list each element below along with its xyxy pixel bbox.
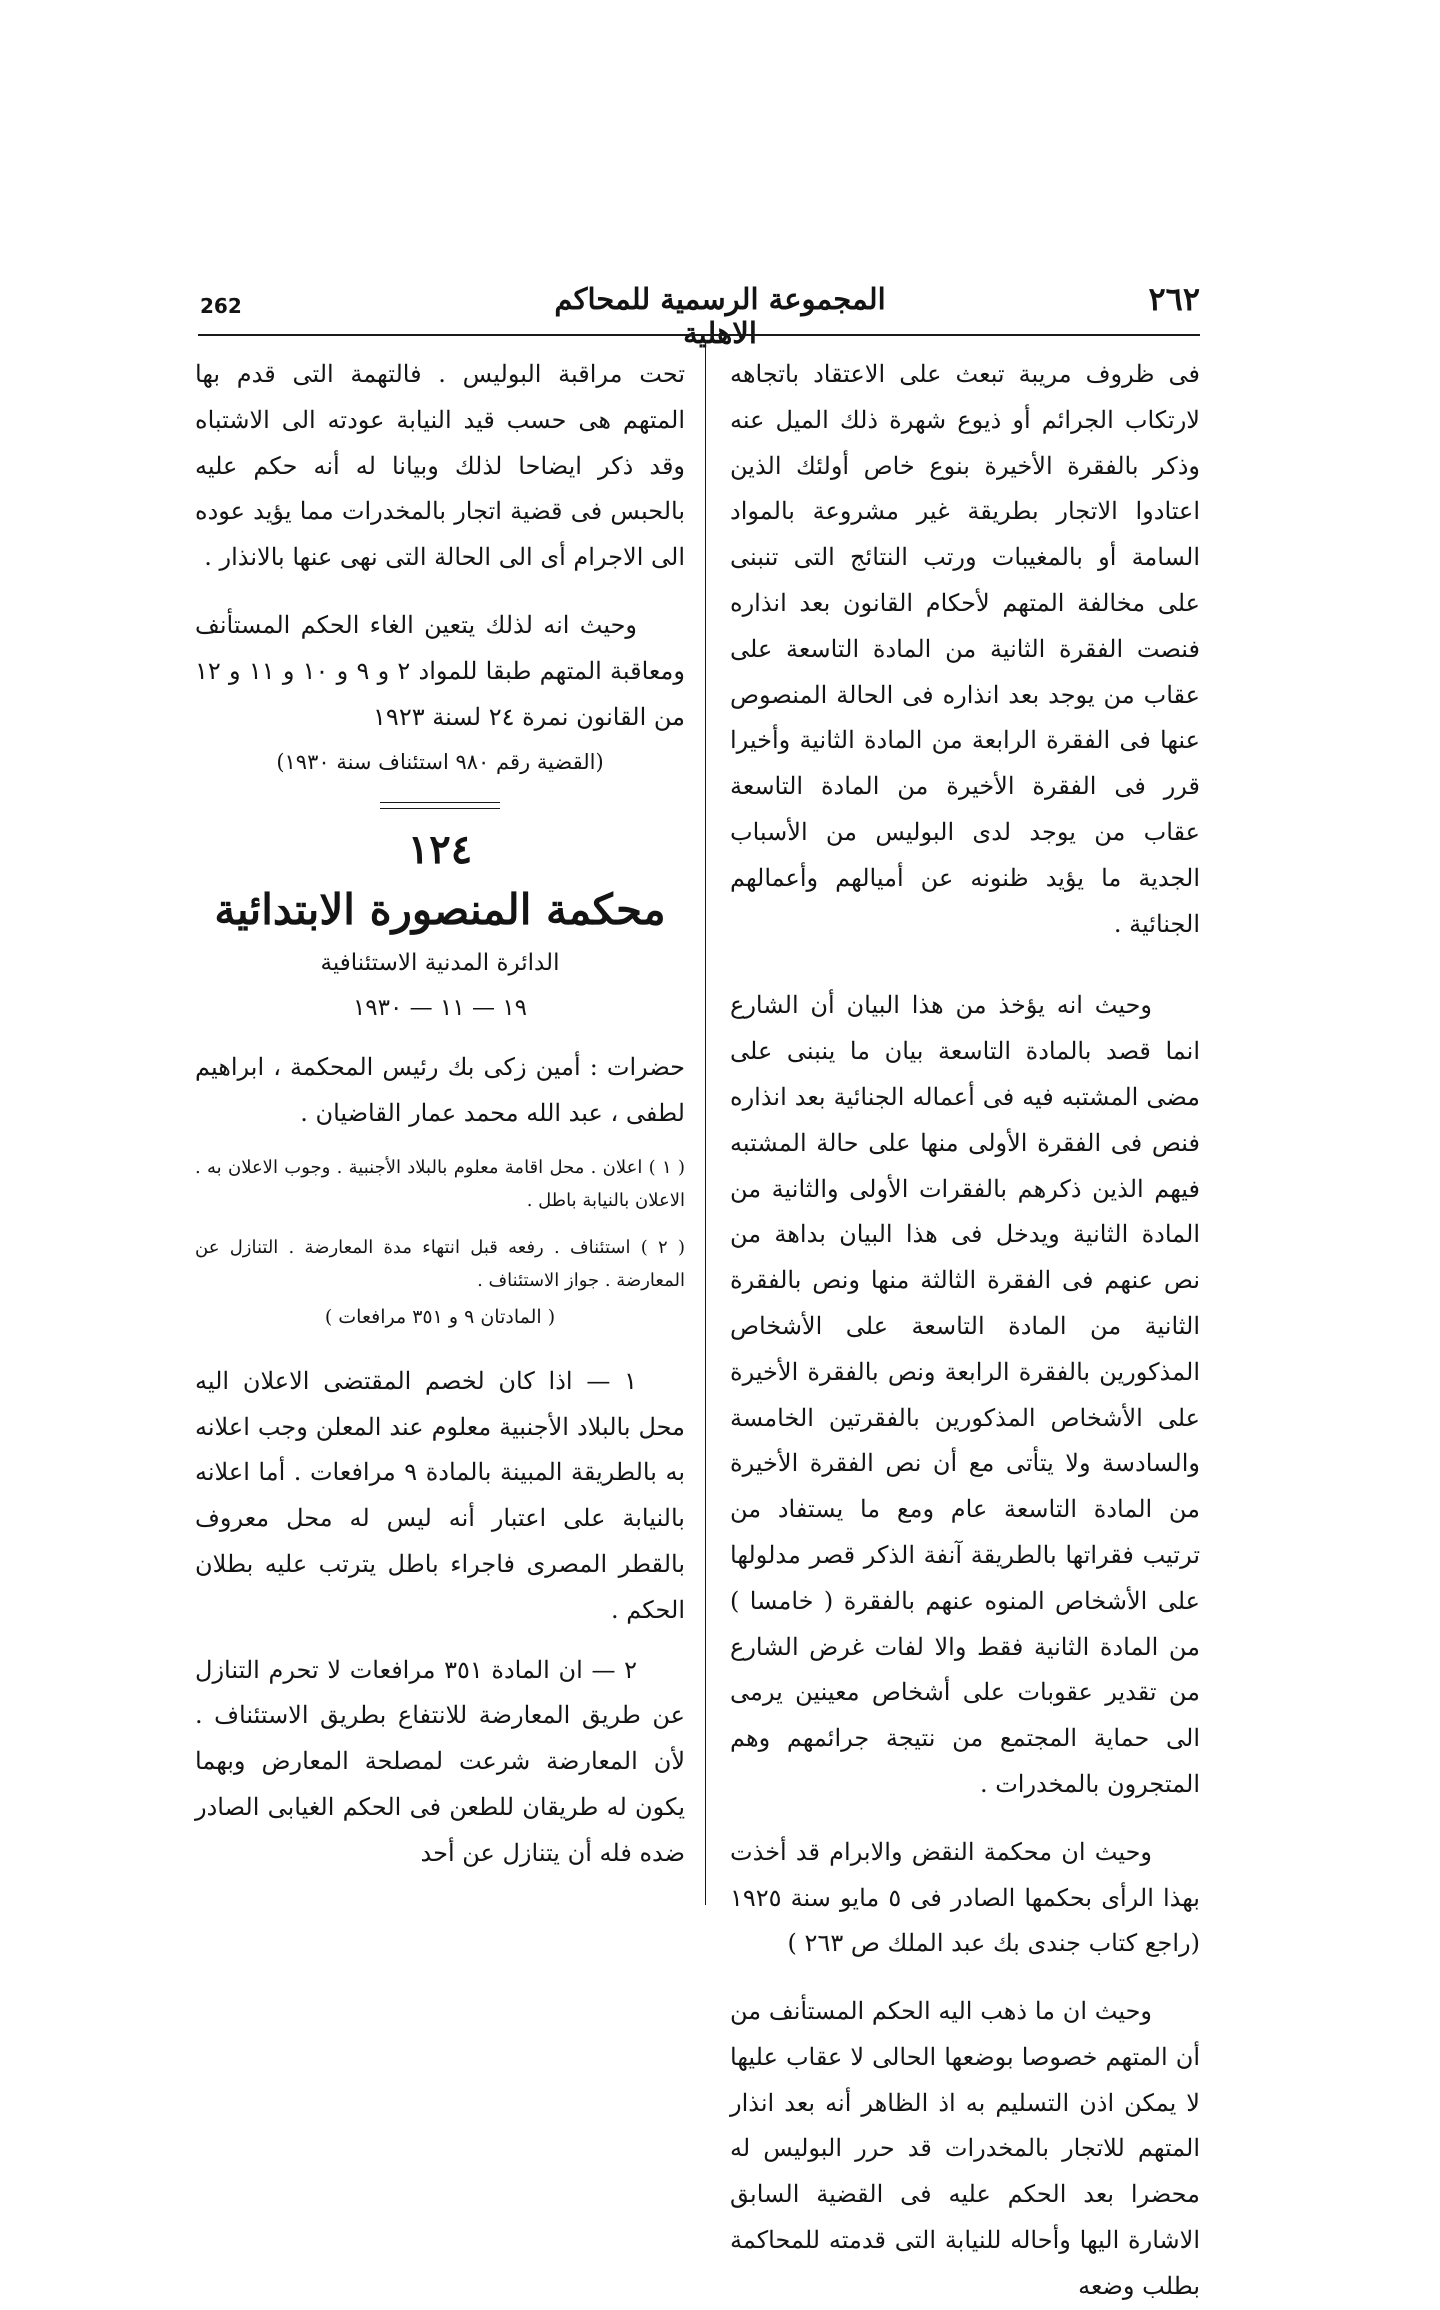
case-reference: (القضية رقم ٩٨٠ استئناف سنة ١٩٣٠) xyxy=(276,750,604,775)
session-date: ١٩ — ١١ — ١٩٣٠ xyxy=(352,995,528,1022)
page-number-arabic: ٢٦٢ xyxy=(1148,280,1200,318)
paragraph: وحيث ان ما ذهب اليه الحكم المستأنف من أن المتهم خصوصا بوضعها الحالى لا عقاب عليها لا يمكن اذن التسليم به اذ الظاهر أنه بعد انذار المتهم للاتجار بالمخدرات قد حرر البوليس له محضرا بعد الحكم عليه فى القضية السابق الاشارة اليها وأحاله للنيابة التى قدمته للمحاكمة بطلب وضعه xyxy=(730,1997,1200,2300)
headnote: ( ٢ ) استئناف . رفعه قبل انتهاء مدة المعارضة . التنازل عن المعارضة . جواز الاستئناف . xyxy=(195,1236,685,1291)
case-number: ١٢٤ xyxy=(407,826,473,874)
running-head xyxy=(200,280,1200,350)
section-separator xyxy=(380,802,500,809)
journal-title: المجموعة الرسمية للمحاكم الاهلية xyxy=(554,282,886,350)
header-rule xyxy=(198,334,1200,336)
paragraph: وحيث انه يؤخذ من هذا البيان أن الشارع انما قصد بالمادة التاسعة بيان ما ينبنى على مضى المشتبه فيه فى أعماله الجنائية بعد انذاره فنص فى الفقرة الأولى منها على حالة المشتبه فيهم الذين ذكرهم بالفقرات الأولى والثانية من المادة الثانية ويدخل فى هذا البيان بداهة من نص عنهم فى الفقرة الثالثة منها ونص بالفقرة الثانية من المادة التاسعة على الأشخاص المذكورين بالفقرة الرابعة ونص بالفقرة الأخيرة على الأشخاص المذكورين بالفقرتين الخامسة والسادسة ولا يتأتى مع أن نص الفقرة الأخيرة من المادة التاسعة عام ومع ما يستفاد من ترتيب فقراتها بالطريقة آنفة الذكر قصر مدلولها على الأشخاص المنوه عنهم بالفقرة ( خامسا ) من المادة الثانية فقط والا لفات غرض الشارع من تقدير عقوبات على أشخاص معينين يرمى الى حماية المجتمع من نتيجة جرائمهم وهم المتجرون بالمخدرات . xyxy=(730,991,1200,1798)
judges-line: حضرات : أمين زكى بك رئيس المحكمة ، ابراهيم لطفى ، عبد الله محمد عمار القاضيان . xyxy=(195,1053,685,1127)
paragraph: وحيث انه لذلك يتعين الغاء الحكم المستأنف ومعاقبة المتهم طبقا للمواد ٢ و ٩ و ١٠ و ١١ و ١٢ من القانون نمرة ٢٤ لسنة ١٩٢٣ xyxy=(195,610,685,731)
right-column xyxy=(730,352,1200,2310)
page-number-latin: 262 xyxy=(200,294,242,318)
court-name: محكمة المنصورة الابتدائية xyxy=(214,885,666,935)
headnote: ( ١ ) اعلان . محل اقامة معلوم بالبلاد الأجنبية . وجوب الاعلان به . الاعلان بالنيابة باطل . xyxy=(195,1156,685,1211)
left-column xyxy=(195,352,685,1877)
court-circuit: الدائرة المدنية الاستئنافية xyxy=(320,950,560,977)
legal-principle: ١ — اذا كان لخصم المقتضى الاعلان اليه محل بالبلاد الأجنبية معلوم عند المعلن وجب اعلانه به بالطريقة المبينة بالمادة ٩ مرافعات . أما اعلانه بالنيابة على اعتبار أنه ليس له محل معروف بالقطر المصرى فاجراء باطل يترتب عليه بطلان الحكم . xyxy=(195,1366,686,1624)
column-divider xyxy=(705,340,706,1905)
paragraph: فى ظروف مريبة تبعث على الاعتقاد باتجاهه لارتكاب الجرائم أو ذيوع شهرة ذلك الميل عنه وذكر بالفقرة الأخيرة بنوع خاص أولئك الذين اعتادوا الاتجار بطريقة غير مشروعة بالمواد السامة أو بالمغيبات ورتب النتائج التى تنبنى على مخالفة المتهم لأحكام القانون بعد انذاره فنصت الفقرة الثانية من المادة التاسعة على عقاب من يوجد بعد انذاره فى الحالة المنصوص عنها فى الفقرة الرابعة من المادة الثانية وأخيرا قرر فى الفقرة الأخيرة من المادة التاسعة عقاب من يوجد لدى البوليس من الأسباب الجدية ما يؤيد ظنونه عن أميالهم وأعمالهم الجنائية . xyxy=(730,360,1200,938)
legal-principle: ٢ — ان المادة ٣٥١ مرافعات لا تحرم التنازل عن طريق المعارضة للانتفاع بطريق الاستئناف . لأن المعارضة شرعت لمصلحة المعارض وبهما يكون له طريقان للطعن فى الحكم الغيابى الصادر ضده فله أن يتنازل عن أحد xyxy=(195,1655,685,1867)
paragraph: تحت مراقبة البوليس . فالتهمة التى قدم بها المتهم هى حسب قيد النيابة عودته الى الاشتباه وقد ذكر ايضاحا لذلك وبيانا له أنه حكم عليه بالحبس فى قضية اتجار بالمخدرات مما يؤيد عوده الى الاجرام أى الى الحالة التى نهى عنها بالانذار . xyxy=(195,360,685,572)
paragraph: وحيث ان محكمة النقض والابرام قد أخذت بهذا الرأى بحكمها الصادر فى ٥ مايو سنة ١٩٢٥ (راجع كتاب جندى بك عبد الملك ص ٢٦٣ ) xyxy=(730,1837,1200,1958)
articles-cited: ( المادتان ٩ و ٣٥١ مرافعات ) xyxy=(324,1305,556,1328)
